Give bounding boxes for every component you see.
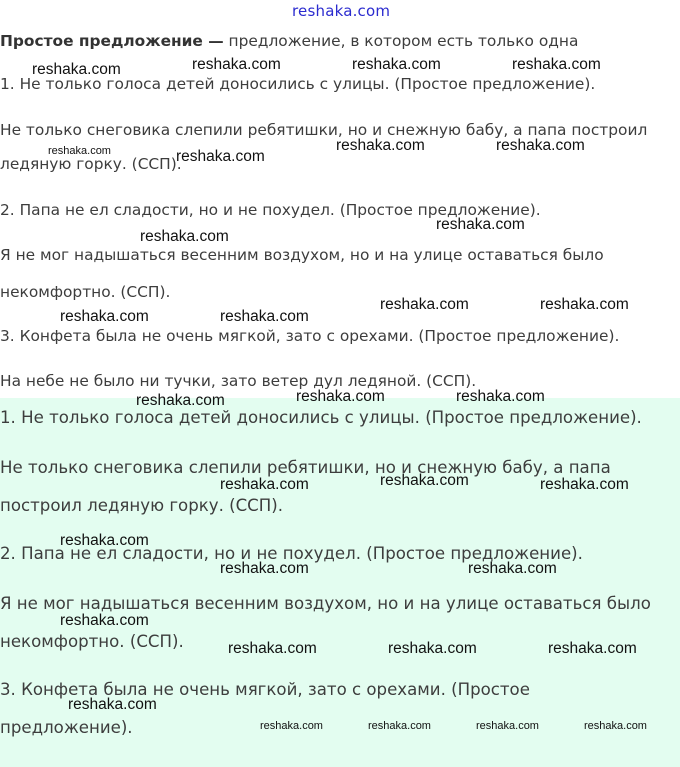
watermark: reshaka.com	[352, 56, 441, 73]
answer-line: некомфортно. (ССП).	[0, 632, 184, 651]
watermark: reshaka.com	[512, 56, 601, 73]
watermark: reshaka.com	[140, 228, 229, 245]
watermark: reshaka.com	[540, 296, 629, 313]
watermark: reshaka.com	[548, 640, 637, 657]
definition-text: предложение, в котором есть только одна	[223, 32, 579, 50]
watermark: reshaka.com	[368, 720, 431, 732]
definition-line	[0, 32, 578, 50]
watermark: reshaka.com	[220, 308, 309, 325]
text-line: Не только снеговика слепили ребятишки, но и снежную бабу, а папа построил	[0, 121, 648, 139]
watermark: reshaka.com	[380, 296, 469, 313]
text-line: Я не мог надышаться весенним воздухом, но и на улице оставаться было	[0, 246, 604, 264]
watermark: reshaka.com	[260, 720, 323, 732]
watermark: reshaka.com	[48, 145, 111, 157]
watermark: reshaka.com	[584, 720, 647, 732]
watermark: reshaka.com	[60, 308, 149, 325]
answer-line: 3. Конфета была не очень мягкой, зато с орехами. (Простое	[0, 680, 530, 699]
answer-line: предложение).	[0, 718, 133, 737]
watermark: reshaka.com	[496, 137, 585, 154]
text-line: ледяную горку. (ССП).	[0, 155, 182, 173]
watermark: reshaka.com	[220, 476, 309, 493]
watermark: reshaka.com	[336, 137, 425, 154]
watermark: reshaka.com	[32, 61, 121, 78]
watermark: reshaka.com	[296, 388, 385, 405]
watermark: reshaka.com	[60, 532, 149, 549]
watermark: reshaka.com	[192, 56, 281, 73]
watermark: reshaka.com	[476, 720, 539, 732]
watermark: reshaka.com	[176, 148, 265, 165]
answer-line: построил ледяную горку. (ССП).	[0, 496, 283, 515]
answer-line: Я не мог надышаться весенним воздухом, но и на улице оставаться было	[0, 594, 651, 613]
watermark: reshaka.com	[60, 612, 149, 629]
definition-term: Простое предложение —	[0, 32, 224, 50]
text-line: 1. Не только голоса детей доносились с улицы. (Простое предложение).	[0, 75, 596, 93]
answer-line: Не только снеговика слепили ребятишки, но и снежную бабу, а папа	[0, 458, 611, 477]
site-link[interactable]: reshaka.com	[292, 2, 391, 20]
watermark: reshaka.com	[68, 696, 157, 713]
watermark: reshaka.com	[540, 476, 629, 493]
text-line: На небе не было ни тучки, зато ветер дул ледяной. (ССП).	[0, 372, 477, 390]
watermark: reshaka.com	[136, 392, 225, 409]
watermark: reshaka.com	[388, 640, 477, 657]
watermark: reshaka.com	[468, 560, 557, 577]
watermark: reshaka.com	[380, 472, 469, 489]
text-line: 2. Папа не ел сладости, но и не похудел. (Простое предложение).	[0, 201, 541, 219]
watermark: reshaka.com	[220, 560, 309, 577]
watermark: reshaka.com	[456, 388, 545, 405]
text-line: 3. Конфета была не очень мягкой, зато с орехами. (Простое предложение).	[0, 327, 620, 345]
answer-line: 1. Не только голоса детей доносились с улицы. (Простое предложение).	[0, 408, 642, 427]
answer-line: 2. Папа не ел сладости, но и не похудел. (Простое предложение).	[0, 544, 583, 563]
watermark: reshaka.com	[436, 216, 525, 233]
text-line: некомфортно. (ССП).	[0, 283, 171, 301]
watermark: reshaka.com	[228, 640, 317, 657]
